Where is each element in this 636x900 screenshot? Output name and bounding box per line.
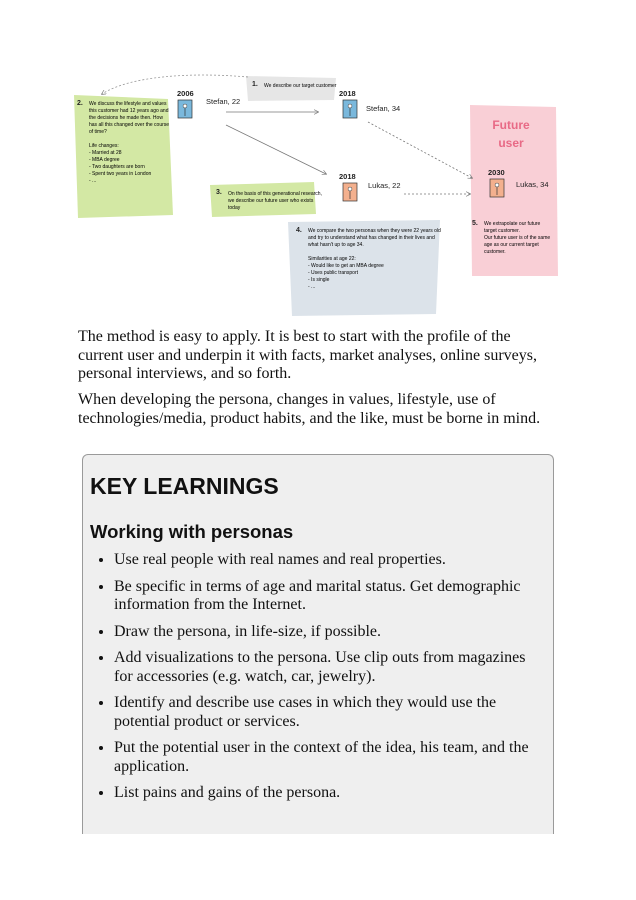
key-learning-item: • Use real people with real names and real properties. (114, 551, 546, 570)
step-text-line: of time? (89, 129, 107, 135)
step-5-number: 5. (472, 220, 478, 227)
key-learnings-box (82, 454, 554, 834)
key-learnings-subtitle: Working with personas (90, 521, 294, 542)
step-text-line: target customer. (484, 228, 520, 234)
step-4-number: 4. (296, 227, 302, 234)
persona-lukas34-head (495, 183, 499, 187)
key-learnings-title: KEY LEARNINGS (90, 473, 279, 499)
step-text-line: On the basis of this generational research, (228, 191, 322, 197)
key-learning-item: • Draw the persona, in life-size, if possible. (114, 623, 546, 642)
persona-stefan34-year: 2018 (339, 89, 356, 98)
step-2-number: 2. (77, 100, 83, 107)
arrow-back-to-past (102, 75, 248, 94)
persona-stefan22-name: Stefan, 22 (206, 97, 241, 106)
step-text-line: Life changes: (89, 143, 119, 149)
persona-lukas34-year: 2030 (488, 168, 505, 177)
intro-paragraph-method: The method is easy to apply. It is best to start with the profile of the current user and underpin it with facts, market analyses, online surveys, personal interviews, and so forth. (78, 328, 537, 382)
step-text-line: Similarities at age 22: (308, 256, 356, 262)
step-text-line: We compare the two personas when they were 22 years old (308, 228, 441, 234)
persona-timeline-diagram (70, 70, 570, 320)
key-learnings-list (90, 551, 546, 811)
step-1-number: 1. (252, 81, 258, 88)
future-user-title-2: user (498, 136, 524, 150)
persona-stefan22-head (183, 104, 187, 108)
step-text-line: age as our current target (484, 242, 539, 248)
step-text-line: customer. (484, 249, 506, 255)
key-learning-item: • Identify and describe use cases in which they would use the potential product or services. (114, 694, 546, 731)
step-text-line: We discuss the lifestyle and values (89, 101, 167, 107)
step-text-line: - Uses public transport (308, 270, 359, 276)
key-learning-item: • List pains and gains of the persona. (114, 784, 546, 803)
step-text-line (308, 249, 309, 255)
step-text-line: - Two daughters are born (89, 164, 145, 170)
persona-lukas22-year: 2018 (339, 172, 356, 181)
intro-paragraph-developing: When developing the persona, changes in values, lifestyle, use of technologies/media, product habits, and the like, must be borne in mind. (78, 391, 541, 427)
step-text-line: has all this changed over the course (89, 122, 170, 128)
step-text-line: - ... (308, 284, 316, 290)
step-text-line: We extrapolate our future (484, 221, 541, 227)
step-text-line: We describe our target customer (264, 83, 337, 89)
step-text-line: - ... (89, 178, 97, 184)
step-text-line: - Married at 28 (89, 150, 122, 156)
step-3-number: 3. (216, 189, 222, 196)
step-text-line: and try to understand what has changed in their lives and (308, 235, 435, 241)
step-text-line (89, 136, 90, 142)
step-text-line: - MBA degree (89, 157, 120, 163)
persona-stefan34-name: Stefan, 34 (366, 104, 401, 113)
step-text-line: this customer had 12 years ago and (89, 108, 169, 114)
persona-stefan34-head (348, 104, 352, 108)
key-learning-item: • Be specific in terms of age and marital status. Get demographic information from the Internet. (114, 578, 546, 615)
arrow-stefan22-to-lukas22 (226, 125, 326, 174)
step-text-line: - Would like to get an MBA degree (308, 263, 384, 269)
key-learning-item: • Put the potential user in the context of the idea, his team, and the application. (114, 739, 546, 776)
persona-lukas22-name: Lukas, 22 (368, 181, 401, 190)
persona-lukas22-head (348, 187, 352, 191)
key-learning-item: • Add visualizations to the persona. Use clip outs from magazines for accessories (e.g. watch, car, jewelry). (114, 649, 546, 686)
step-text-line: what hasn't up to age 34. (308, 242, 364, 248)
step-text-line: Our future user is of the same (484, 235, 551, 241)
step-text-line: - Is single (308, 277, 330, 283)
arrow-stefan34-to-future (368, 122, 472, 178)
future-user-title-1: Future (492, 118, 530, 132)
step-text-line: the decisions he made then. How (89, 115, 163, 121)
step-text-line: we describe our future user who exists (228, 198, 314, 204)
step-1-text (264, 83, 337, 89)
step-text-line: - Spent two years in London (89, 171, 152, 177)
step-text-line: today (228, 205, 241, 211)
persona-lukas34-name: Lukas, 34 (516, 180, 549, 189)
persona-stefan22-year: 2006 (177, 89, 194, 98)
